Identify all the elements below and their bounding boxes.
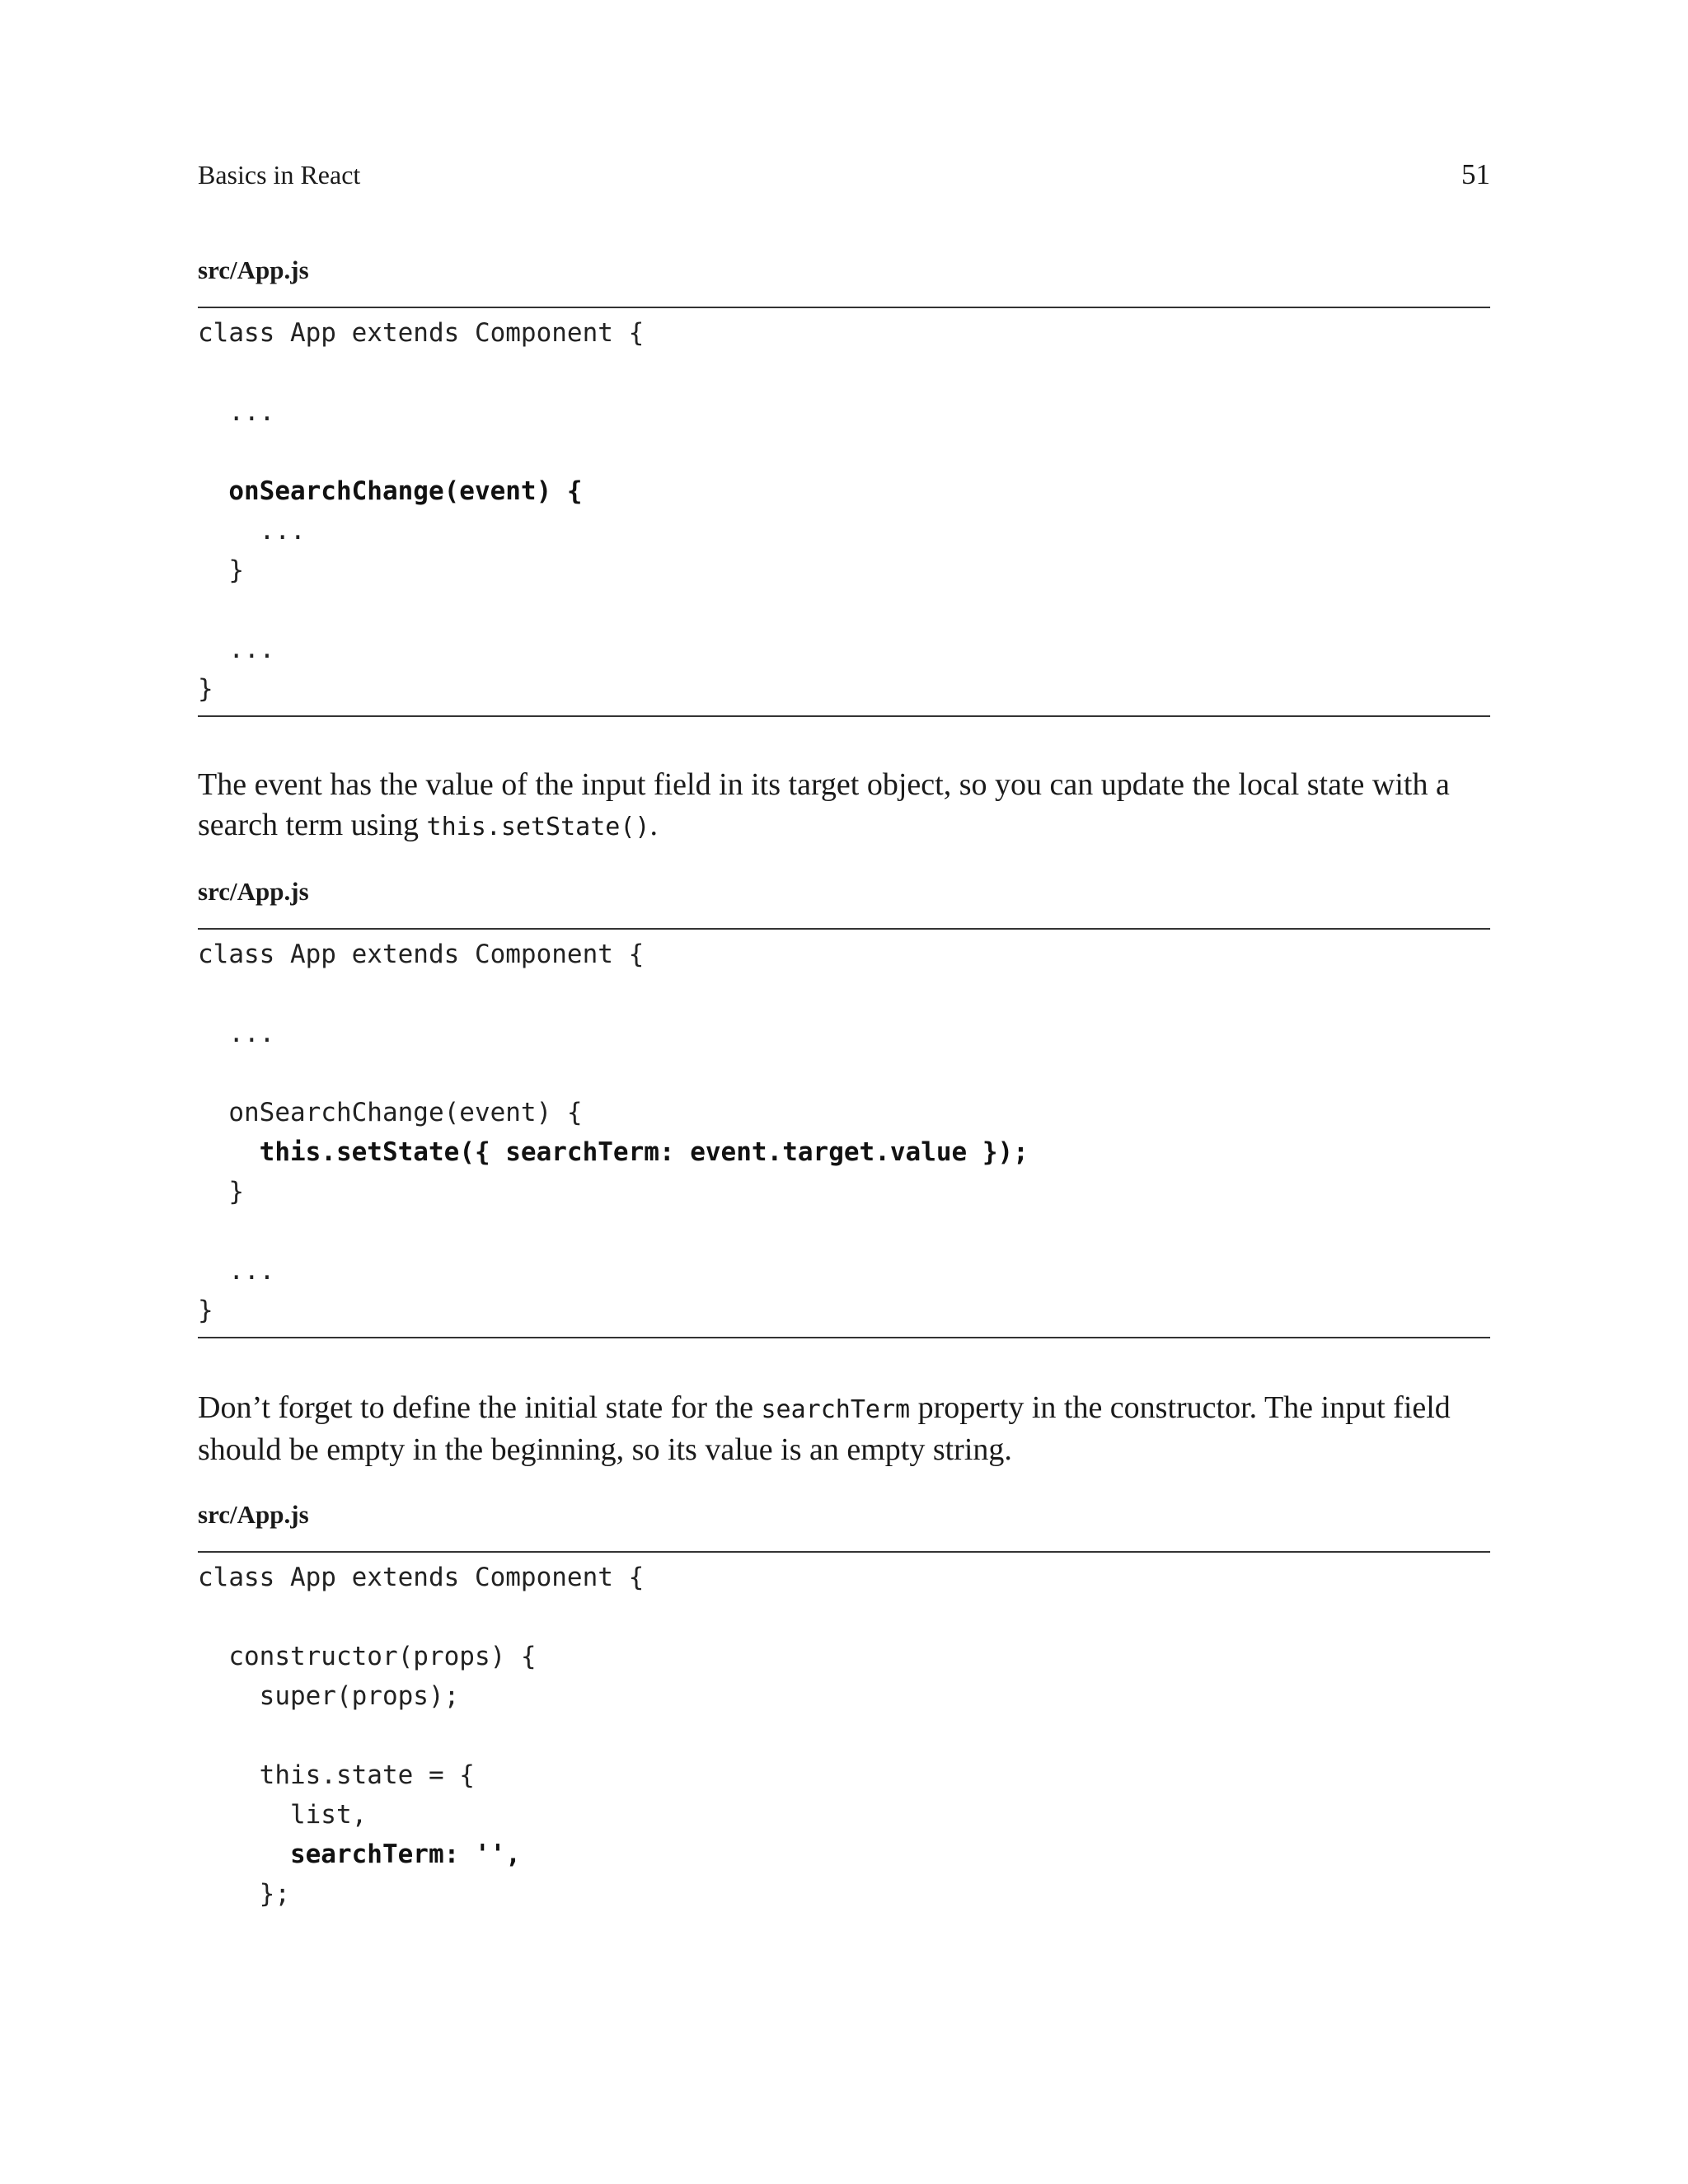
- code-line: onSearchChange(event) {: [198, 1098, 583, 1127]
- code-line: }: [198, 674, 213, 704]
- code-line: [198, 1053, 1490, 1093]
- code-line: }: [198, 1296, 213, 1325]
- code-box: [198, 307, 1490, 717]
- code-line: ...: [198, 516, 306, 546]
- code-line: ...: [198, 397, 275, 427]
- inline-code: searchTerm: [761, 1395, 911, 1424]
- code-line: searchTerm: '',: [198, 1840, 521, 1869]
- code-line: [198, 590, 1490, 630]
- code-line: };: [198, 1879, 290, 1909]
- paragraph-text: .: [649, 808, 658, 842]
- code-listing-3: [198, 1498, 1490, 1920]
- code-line: [198, 1716, 1490, 1755]
- code-line: [198, 974, 1490, 1014]
- paragraph-text: The event has the value of the input field in its target object, so you can update the local state with a search term using: [198, 767, 1450, 842]
- paragraph-text: Don’t forget to define the initial state for the: [198, 1390, 762, 1425]
- code-line: }: [198, 555, 244, 585]
- page-number: 51: [1461, 158, 1490, 190]
- code-box: [198, 928, 1490, 1338]
- body-paragraph-2: [198, 1388, 1490, 1470]
- inline-code: this.setState(): [426, 813, 650, 841]
- code-caption: src/App.js: [198, 877, 309, 906]
- code-line: this.setState({ searchTerm: event.target.value });: [198, 1137, 1029, 1167]
- code-line: }: [198, 1177, 244, 1207]
- code-line: ...: [198, 1019, 275, 1048]
- code-listing-1: [198, 254, 1490, 717]
- code-line: [198, 1597, 1490, 1637]
- paragraph-text: property in the constructor. The input field should be empty in the beginning, so its value is an empty string.: [198, 1390, 1451, 1467]
- code-line: class App extends Component {: [198, 318, 645, 348]
- code-line: super(props);: [198, 1681, 460, 1711]
- running-header: [198, 157, 1490, 193]
- code-line: ...: [198, 1256, 275, 1286]
- code-caption: src/App.js: [198, 1500, 309, 1529]
- code-line: [198, 1212, 1490, 1251]
- body-paragraph-1: [198, 765, 1490, 847]
- code-line: ...: [198, 635, 275, 664]
- code-line: this.state = {: [198, 1760, 475, 1790]
- code-caption: src/App.js: [198, 255, 309, 284]
- code-line: onSearchChange(event) {: [198, 476, 583, 506]
- code-box: [198, 1551, 1490, 1920]
- code-line: constructor(props) {: [198, 1642, 537, 1671]
- code-line: class App extends Component {: [198, 940, 645, 969]
- chapter-title: Basics in React: [198, 160, 361, 190]
- code-line: list,: [198, 1800, 368, 1830]
- code-line: class App extends Component {: [198, 1563, 645, 1592]
- book-page: [198, 0, 1490, 2184]
- code-line: [198, 432, 1490, 471]
- code-line: [198, 353, 1490, 392]
- code-listing-2: [198, 875, 1490, 1338]
